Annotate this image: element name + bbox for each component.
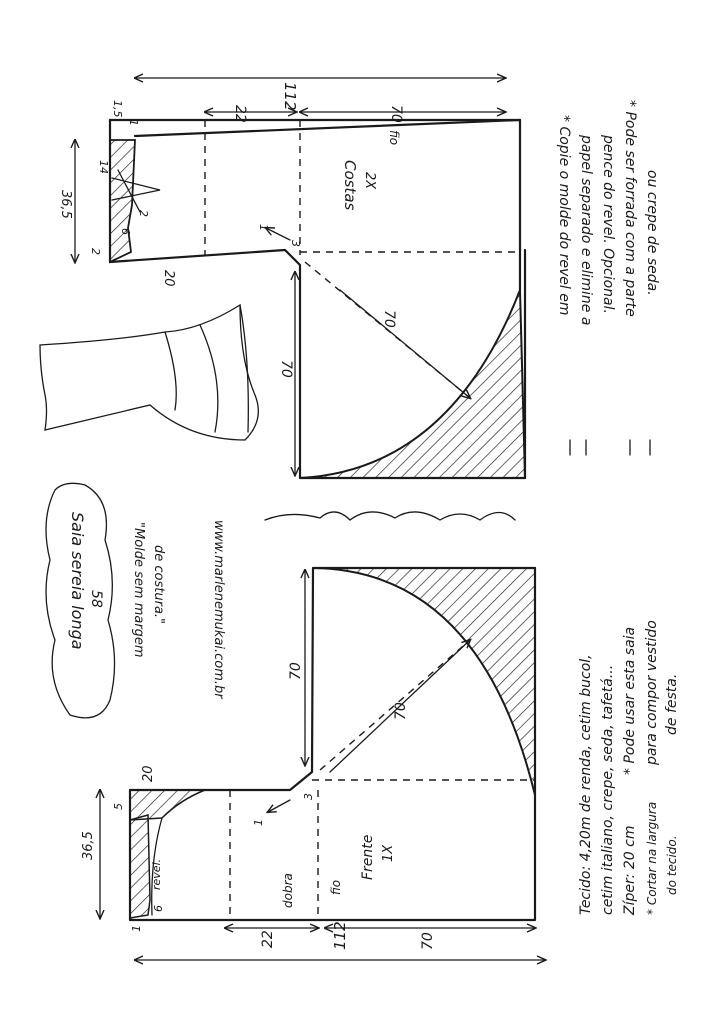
back-dart-14-label: 14 — [97, 160, 110, 174]
fabric-notes — [578, 620, 680, 916]
title-line1: Saia sereia longa — [68, 512, 87, 650]
front-hem-hatch — [313, 568, 535, 795]
fabric-note-line4: * Cortar na largura — [645, 801, 659, 915]
back-facing-6-label: 6 — [119, 228, 132, 235]
fabric-note-line7: para compor vestido — [644, 620, 660, 765]
back-fio-label: fio — [387, 130, 401, 146]
front-hip-3-label: 3 — [302, 793, 315, 800]
back-70-label: 70 — [388, 105, 404, 123]
front-70-label: 70 — [420, 932, 436, 950]
front-count-label: 1X — [381, 844, 396, 862]
skirt-sketch-folds — [165, 305, 248, 432]
back-count-label: 2X — [362, 172, 377, 190]
front-waist-hatch — [130, 790, 205, 820]
back-22-label: 22 — [232, 105, 248, 123]
front-hip-1-arrow — [268, 800, 290, 812]
title-line2: 58 — [88, 590, 104, 608]
back-waist-drop-label: 1,5 — [111, 100, 124, 118]
fabric-note-line2: cetim italiano, crepe, seda, tafetá... — [600, 664, 616, 915]
front-radius-label: 70 — [393, 702, 409, 720]
back-note-line3: pence do revel. Opcional. — [600, 135, 616, 314]
fabric-note-line3: Zíper: 20 cm — [622, 825, 638, 915]
signature-text: Marlene Mukai — [280, 522, 354, 533]
back-notes — [556, 100, 660, 455]
back-total-width-label: 112 — [281, 82, 299, 111]
front-revel-label: revel. — [150, 858, 163, 890]
front-name-label: Frente — [360, 834, 376, 880]
note-margin-line2: de costura." — [151, 545, 166, 625]
back-dart-2-label: 2 — [137, 210, 150, 217]
fabric-note-line8: de festa. — [664, 673, 680, 735]
fabric-note-line5: do tecido. — [665, 835, 679, 895]
fabric-note-line6: * Pode usar esta saia — [622, 626, 638, 775]
back-waist-1-label: 1 — [127, 119, 140, 126]
back-waist-facing-hatch — [110, 140, 135, 262]
back-radius-arrow — [340, 290, 470, 398]
back-radius-label: 70 — [381, 310, 397, 328]
skirt-sketch-outline — [40, 305, 258, 440]
front-piece — [81, 568, 545, 960]
front-22-label: 22 — [260, 930, 276, 948]
front-fio-label: fio — [329, 879, 343, 895]
back-hem-hatch — [300, 290, 525, 478]
note-margin-line1: "Molde sem margem — [131, 522, 146, 658]
front-flare-len-label: 70 — [288, 662, 304, 680]
skirt-sketch — [40, 305, 258, 440]
front-total-width-label: 112 — [331, 921, 349, 950]
signature-stroke — [265, 512, 515, 520]
website-label: www.marlenemukai.com.br — [211, 520, 226, 699]
front-facing-hatch — [130, 815, 150, 918]
back-note-line5: ou crepe de seda. — [644, 170, 660, 296]
back-hip-3-label: 3 — [289, 240, 302, 247]
back-hip-1-label: 1 — [257, 224, 270, 231]
fabric-note-line1: Tecido: 4,20m de renda, cetim bucol, — [578, 654, 594, 915]
front-fold-label: dobra — [281, 873, 295, 908]
front-height-label: 36,5 — [81, 831, 96, 860]
back-bottom-2-label: 2 — [89, 248, 102, 255]
back-notes-marks — [570, 440, 650, 455]
back-name-label: Costas — [341, 160, 359, 211]
back-note-line4: * Pode ser forrada com a parte — [622, 100, 638, 317]
back-height-label: 36,5 — [58, 190, 73, 219]
front-facing-6-label: 6 — [152, 905, 165, 912]
back-flare-len-label: 70 — [278, 360, 294, 378]
signature — [265, 512, 515, 533]
back-note-line1: * Copie o molde do revel em — [556, 115, 572, 316]
back-waist-line — [135, 120, 520, 136]
back-note-line2: papel separado e elimine a — [578, 135, 594, 326]
back-piece — [58, 78, 525, 478]
back-hip-20-label: 20 — [161, 270, 176, 287]
front-bottom-1-label: 1 — [130, 925, 143, 932]
front-hip-20-label: 20 — [141, 765, 156, 782]
front-waist-5-label: 5 — [112, 803, 125, 810]
title-cloud — [46, 483, 226, 718]
front-hip-1-label: 1 — [252, 819, 265, 826]
